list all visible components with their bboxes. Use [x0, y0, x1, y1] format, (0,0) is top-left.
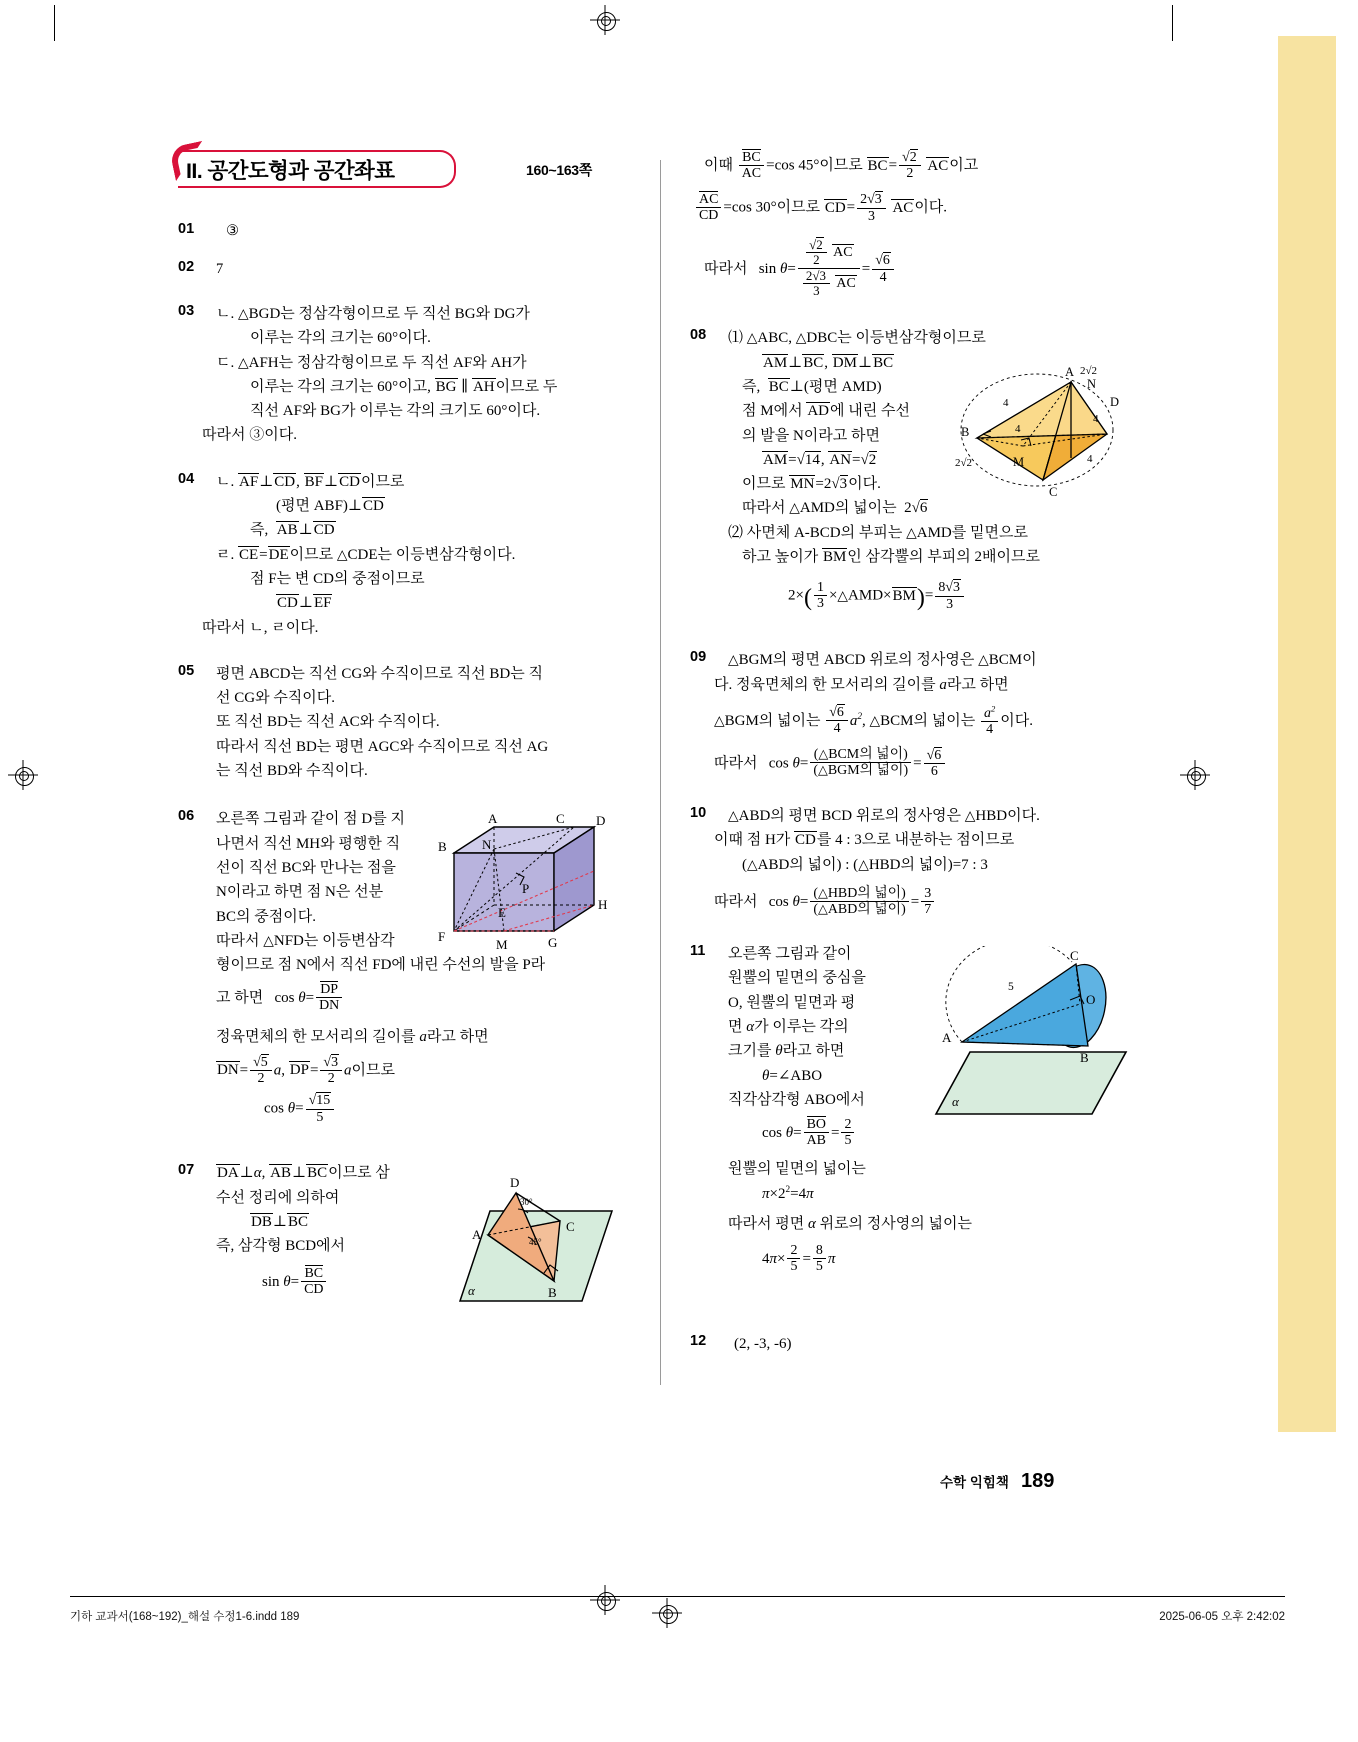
problem-number: 04	[178, 470, 195, 487]
problem-07-continued	[690, 150, 1120, 300]
solution-line: △ BGM의 평면 ABCD 위로의 정사영은 △ BCM이	[728, 648, 1120, 672]
solution-line: cos θ= $\frac{√15}{5}$	[216, 1093, 664, 1125]
solution-line: 형이므로 점 N에서 직선 FD에 내린 수선의 발을 P라	[216, 957, 546, 974]
tri-label-C: C	[566, 1219, 575, 1235]
problem-10	[690, 804, 1120, 918]
solution-line: θ=∠ABO	[762, 1067, 823, 1084]
tri-label-A: A	[472, 1227, 482, 1243]
solution-line: 면 α가 이루는 각의	[728, 1019, 849, 1036]
cube-label-G: G	[548, 935, 558, 951]
solution-line: 또 직선 BD는 직선 AC와 수직이다.	[216, 714, 440, 731]
solution-line: ㄴ. AF⊥CD, BF⊥CD이므로	[216, 473, 405, 490]
tetra-len-4b: 4	[1015, 423, 1021, 436]
solution-line: ( △ ABD의 넓이) : ( △ HBD의 넓이)=7 : 3	[728, 853, 1120, 877]
tetra-label-C: C	[1049, 485, 1058, 500]
cube-label-D: D	[596, 813, 606, 829]
cone-label-B: B	[1080, 1050, 1089, 1066]
solution-line: cos θ= $\frac{BO}{AB}$ = $\frac{2}{5}$	[728, 1118, 943, 1149]
tetra-len-4a: 4	[1003, 397, 1009, 410]
solution-line: $\pi\times 2^2=4\pi$	[762, 1184, 814, 1202]
solution-line: 하고 높이가 BM인 삼각뿔의 부피의 2배이므로	[742, 549, 1040, 566]
answer-text: 7	[216, 261, 224, 278]
cone-figure	[904, 946, 1134, 1151]
problem-number: 11	[690, 943, 706, 960]
cone-label-A: A	[942, 1030, 952, 1046]
solution-line: DB⊥BC	[251, 1213, 308, 1230]
solution-line: 정육면체의 한 모서리의 길이를 a라고 하면	[216, 1028, 489, 1045]
tetrahedron-figure	[947, 362, 1132, 512]
tri-label-B: B	[548, 1285, 557, 1301]
print-timestamp: 2025-06-05 오후 2:42:02	[1159, 1611, 1285, 1623]
solution-line: 직선 AF와 BG가 이루는 각의 크기도 60°이다.	[250, 403, 541, 420]
tetra-len-2sqrt2-top: 2√2	[1080, 365, 1098, 378]
solution-line: AM⊥BC, DM⊥BC	[763, 354, 894, 371]
right-column	[690, 150, 1120, 1371]
side-tab-band	[1278, 36, 1336, 1432]
tetra-len-2sqrt2-bot: 2√2	[955, 457, 973, 470]
solution-line: 따라서 평면 α 위로의 정사영의 넓이는	[728, 1215, 972, 1232]
solution-line: 따라서 ③이다.	[202, 427, 297, 444]
chapter-title: II. 공간도형과 공간좌표	[186, 159, 395, 183]
tetra-label-B: B	[961, 425, 970, 440]
solution-line: 이므로 MN=2√3이다.	[742, 476, 881, 493]
problem-02	[178, 258, 608, 281]
solution-line: AM=√14, AN=√2	[763, 451, 877, 468]
tetra-len-4d: 4	[1087, 453, 1093, 466]
solution-line: 는 직선 BD와 수직이다.	[216, 763, 368, 780]
solution-line: DA⊥α, AB⊥BC이므로 삼	[217, 1165, 390, 1182]
solution-line: ㄴ. △ BGD는 정삼각형이므로 두 직선 BG와 DG가	[216, 302, 608, 326]
problem-number: 01	[178, 221, 195, 237]
solution-line: 따라서 △ AMD의 넓이는 2√6	[728, 496, 1122, 520]
answer-text: ③	[226, 223, 239, 239]
tri-label-alpha: α	[468, 1283, 475, 1299]
solution-line: 점 M에서 AD에 내린 수선	[742, 403, 910, 420]
solution-line: 즉, BC⊥(평면 AMD)	[742, 378, 882, 395]
solution-line: ⑴ △ ABC, △ DBC는 이등변삼각형이므로	[728, 326, 1108, 350]
problem-number: 02	[178, 259, 195, 276]
cube-label-B: B	[438, 839, 447, 855]
solution-line: △ BGM의 넓이는 $\frac{√6}{4}$ $a^2$, △ BCM의 넓이는 $\frac{a^2}{4}$ 이다.	[714, 705, 1120, 738]
crop-mark-top-right	[1172, 5, 1173, 41]
problem-number: 03	[178, 302, 195, 319]
problem-06	[178, 807, 608, 1137]
cube-label-C: C	[556, 813, 565, 827]
indd-file-info: 기하 교과서(168~192)_해설 수정1-6.indd 189	[70, 1611, 300, 1623]
problem-05	[178, 662, 608, 783]
registration-mark-footer	[652, 1598, 682, 1628]
tetra-label-D: D	[1110, 395, 1120, 410]
problem-number: 07	[178, 1162, 195, 1179]
answer-text: (2, -3, -6)	[734, 1336, 792, 1353]
problem-number: 06	[178, 808, 195, 825]
solution-line: (평면 ABF)⊥CD	[276, 498, 384, 515]
column-divider	[660, 160, 661, 1385]
cone-label-O: O	[1086, 992, 1096, 1008]
solution-line: 수선 정리에 의하여	[216, 1189, 340, 1206]
cube-label-H: H	[598, 897, 608, 913]
cone-label-alpha: α	[952, 1094, 959, 1110]
cube-label-M: M	[496, 937, 508, 953]
problem-12	[690, 1332, 1120, 1356]
chapter-header	[178, 150, 608, 194]
solution-line: 원뿔의 밑면의 중심을	[728, 970, 866, 987]
solution-line: 따라서 △ NFD는 이등변삼각	[216, 929, 466, 953]
solution-line: ⑵ 사면체 A-BCD의 부피는 △ AMD를 밑면으로	[728, 521, 1128, 545]
solution-line: 고 하면 cos θ= $\frac{DP}{DN}$	[216, 983, 616, 1014]
solution-line: 이루는 각의 크기는 60°이고, BG ∥ AH이므로 두	[250, 378, 558, 395]
cube-label-E: E	[498, 905, 506, 921]
problem-number: 05	[178, 662, 195, 679]
cube-label-N: N	[482, 837, 492, 853]
problem-08	[690, 326, 1120, 626]
problem-number: 10	[690, 805, 707, 822]
solution-line: 점 F는 변 CD의 중점이므로	[250, 570, 425, 587]
problem-number: 08	[690, 327, 707, 344]
solution-line: 선이 직선 BC와 만나는 점을	[216, 859, 396, 876]
solution-line: 직각삼각형 ABO에서	[728, 1091, 865, 1108]
cube-label-F: F	[438, 929, 446, 945]
tetra-label-M: M	[1013, 455, 1025, 470]
solution-line: sin θ= $\frac{BC}{CD}$	[216, 1267, 466, 1298]
registration-mark-right	[1180, 760, 1210, 790]
tri-angle-30: 30°	[520, 1197, 533, 1208]
chapter-page-range: 160~163쪽	[526, 162, 593, 178]
cube-label-P: P	[522, 881, 530, 897]
solution-line: 크기를 θ라고 하면	[728, 1043, 845, 1060]
book-label: 수학 익힘책	[940, 1475, 1009, 1490]
solution-line: 나면서 직선 MH와 평행한 직	[216, 835, 401, 852]
cube-label-A: A	[488, 813, 498, 827]
problem-03	[178, 302, 608, 448]
solution-line: 원뿔의 밑면의 넓이는	[728, 1161, 866, 1178]
solution-line: 오른쪽 그림과 같이 점 D를 지	[216, 811, 405, 828]
solution-line: 따라서 ㄴ, ㄹ이다.	[202, 619, 319, 636]
cone-len-5: 5	[1008, 981, 1014, 994]
problem-01	[178, 220, 608, 243]
solution-line: 따라서 sin θ= $\frac{√2}{2}$ AC $\frac{2√3}{3}$ AC = $\frac{√6}{4}$	[704, 239, 1120, 301]
solution-line: 오른쪽 그림과 같이	[728, 946, 852, 963]
registration-mark-left	[8, 760, 38, 790]
solution-line: N이라고 하면 점 N은 선분	[216, 884, 384, 901]
solution-line: 따라서 직선 BD는 평면 AGC와 수직이므로 직선 AG	[216, 738, 549, 755]
problem-number: 12	[690, 1333, 707, 1350]
solution-line: 4π× $\frac{2}{5}$ = $\frac{8}{5}$ π	[762, 1243, 836, 1275]
solution-line: 따라서 cos θ= $\frac{\text{( △ HBD의 넓이)}}{\text{( △ ABD의 넓이)}}$ = $\frac{3}{7}$	[714, 887, 1120, 918]
solution-line: CD⊥EF	[277, 595, 332, 612]
solution-line: $\frac{AC}{CD}$ =cos 30°이므로 CD= $\frac{2√3}{3}$ AC이다.	[694, 192, 1120, 224]
problem-11	[690, 942, 1120, 1312]
problem-09	[690, 648, 1120, 780]
registration-mark-bottom	[590, 1585, 620, 1615]
cube-figure	[416, 813, 616, 968]
registration-mark-top	[590, 5, 620, 35]
triangle-plane-figure	[432, 1169, 622, 1329]
solution-line: DN= $\frac{√5}{2}$ a, DP= $\frac{√3}{2}$ a이므로	[217, 1054, 396, 1087]
solution-line: 다. 정육면체의 한 모서리의 길이를 a라고 하면	[714, 676, 1009, 693]
problem-07	[178, 1161, 608, 1341]
solution-line: 평면 ABCD는 직선 CG와 수직이므로 직선 BD는 직	[216, 665, 543, 682]
crop-mark-top-left	[54, 5, 55, 41]
footer-divider	[70, 1596, 1285, 1597]
solution-line: ㄷ. △ AFH는 정삼각형이므로 두 직선 AF와 AH가	[216, 351, 608, 375]
problem-number: 09	[690, 649, 707, 666]
solution-line: 즉, AB⊥CD	[250, 522, 335, 539]
solution-line: 이때 점 H가 CD를 4 : 3으로 내분하는 점이므로	[714, 832, 1015, 849]
tetra-label-N: N	[1087, 377, 1097, 392]
solution-line: 즉, 삼각형 BCD에서	[216, 1238, 346, 1255]
page-number: 189	[1020, 1470, 1055, 1492]
page-footer	[940, 1470, 1054, 1493]
solution-line: 선 CG와 수직이다.	[216, 690, 336, 707]
tetra-len-4c: 4	[1093, 413, 1099, 426]
solution-line: O, 원뿔의 밑면과 평	[728, 994, 856, 1011]
solution-line: BC의 중점이다.	[216, 908, 316, 925]
left-column	[178, 150, 608, 1356]
tri-label-D: D	[510, 1175, 520, 1191]
tri-angle-45: 45°	[529, 1237, 542, 1248]
solution-line: 2×( $\frac{1}{3}$ × △ AMD×BM)= $\frac{8√3}{3}$	[728, 579, 1188, 618]
solution-line: 이때 $\frac{BC}{AC}$ =cos 45°이므로 BC= $\frac{√2}{2}$ AC이고	[704, 149, 979, 182]
solution-line: 따라서 cos θ= $\frac{\text{( △ BCM의 넓이)}}{\text{( △ BGM의 넓이)}}$ = $\frac{√6}{6}$	[714, 748, 1120, 780]
tetra-label-A: A	[1065, 365, 1075, 380]
solution-line: 의 발을 N이라고 하면	[742, 427, 881, 444]
cone-label-C: C	[1070, 948, 1079, 964]
solution-line: ㄹ. CE=DE이므로 △ CDE는 이등변삼각형이다.	[216, 543, 608, 567]
problem-04	[178, 470, 608, 640]
solution-line: 이루는 각의 크기는 60°이다.	[250, 330, 431, 347]
solution-line: △ ABD의 평면 BCD 위로의 정사영은 △ HBD이다.	[728, 804, 1120, 828]
